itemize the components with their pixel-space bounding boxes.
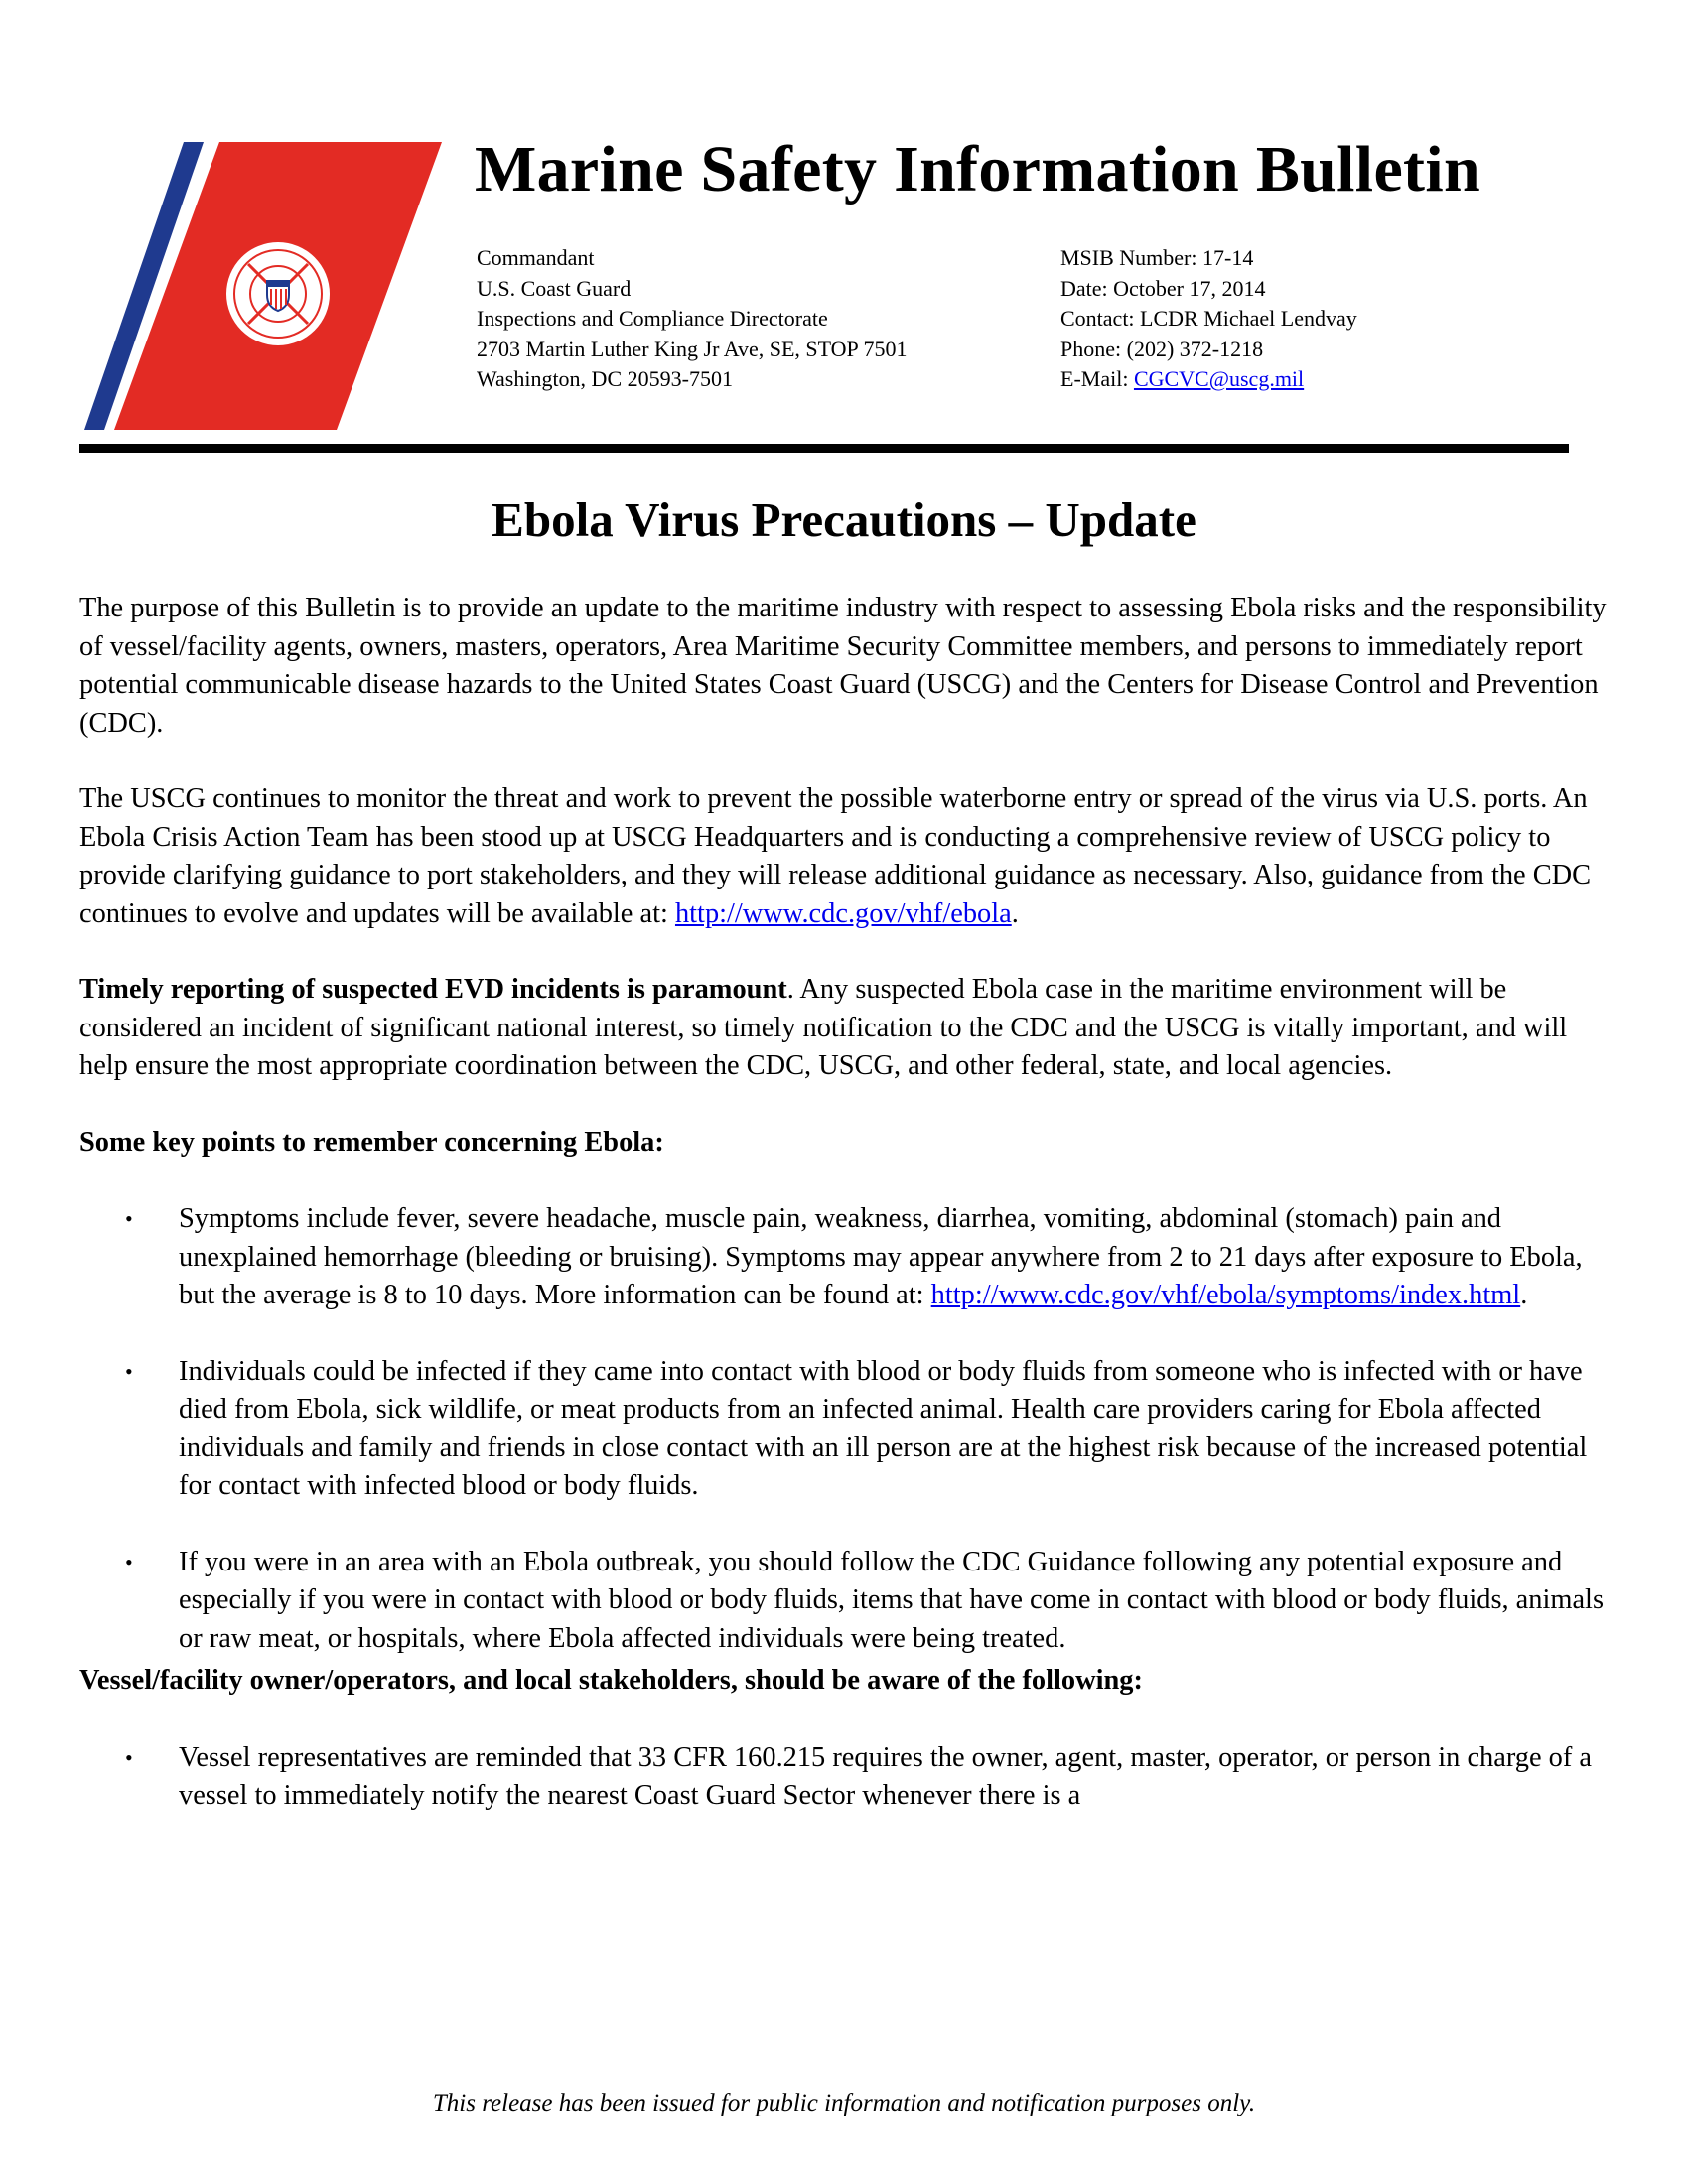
issuer-line: Washington, DC 20593-7501 bbox=[477, 366, 733, 391]
bulletin-title: Marine Safety Information Bulletin bbox=[475, 133, 1480, 205]
stakeholders-list bbox=[79, 1739, 1614, 1816]
bullet-icon: • bbox=[125, 1358, 133, 1384]
key-points-list bbox=[79, 1200, 1614, 1658]
coast-guard-logo bbox=[84, 142, 442, 430]
bullet-icon: • bbox=[125, 1206, 133, 1231]
stakeholders-heading: Vessel/facility owner/operators, and local stakeholders, should be aware of the following: bbox=[79, 1665, 1143, 1696]
document-title: Ebola Virus Precautions – Update bbox=[492, 492, 1196, 547]
bulletin-info-block bbox=[1060, 243, 1357, 395]
email-link[interactable]: CGCVC@uscg.mil bbox=[1133, 366, 1305, 391]
email-label: E-Mail: bbox=[1060, 366, 1134, 391]
reporting-text: . Any suspected Ebola case in the maritime environment will be considered an incident of significant national interest, so timely notification to the CDC and the USCG is vitally important, and will help ensure the most appropriate coordination between the CDC, USCG, and other federal, state, and local agencies. bbox=[79, 974, 1568, 1081]
issuer-line: Commandant bbox=[477, 245, 595, 270]
contact-email-row bbox=[1060, 364, 1357, 395]
bulletin-date: Date: October 17, 2014 bbox=[1060, 275, 1266, 301]
cdc-symptoms-link[interactable]: http://www.cdc.gov/vhf/ebola/symptoms/index.html bbox=[930, 1280, 1521, 1310]
list-item bbox=[79, 1544, 1614, 1659]
bullet-icon: • bbox=[125, 1549, 133, 1574]
exposure-text: If you were in an area with an Ebola outbreak, you should follow the CDC Guidance following any potential exposure and especially if you were in contact with blood or body fluids, items that have come in contact with blood or body fluids, animals or raw meat, or hospitals, where Ebola affected individuals were being treated. bbox=[179, 1546, 1604, 1654]
bullet-icon: • bbox=[125, 1744, 133, 1770]
symptoms-end: . bbox=[1520, 1280, 1528, 1310]
msib-number: MSIB Number: 17-14 bbox=[1060, 245, 1254, 270]
key-points-heading: Some key points to remember concerning Ebola: bbox=[79, 1126, 664, 1158]
monitoring-end: . bbox=[1011, 897, 1019, 929]
infection-text: Individuals could be infected if they came into contact with blood or body fluids from someone who is infected with or have died from Ebola, sick wildlife, or meat products from an infected animal. Health care providers caring for Ebola affected individuals and family and friends in close contact with an ill person are at the highest risk because of the increased potential for contact with infected blood or body fluids. bbox=[179, 1355, 1588, 1501]
list-item bbox=[79, 1353, 1614, 1506]
list-item bbox=[79, 1739, 1614, 1816]
coast-guard-seal-icon bbox=[226, 242, 330, 345]
notification-text: Vessel representatives are reminded that 33 CFR 160.215 requires the owner, agent, master, operator, or person in charge of a vessel to immediately notify the nearest Coast Guard Sector whenever there is a bbox=[179, 1741, 1593, 1811]
contact-name: Contact: LCDR Michael Lendvay bbox=[1060, 306, 1357, 331]
symptoms-text: Symptoms include fever, severe headache, muscle pain, weakness, diarrhea, vomiting, abdominal (stomach) pain and unexplained hemorrhage (bleeding or bruising). Symptoms may appear anywhere from 2 to 21 days after exposure to Ebola, but the average is 8 to 10 days. More information can be found at: bbox=[179, 1203, 1583, 1310]
list-item bbox=[79, 1200, 1614, 1315]
reporting-paragraph bbox=[79, 971, 1614, 1086]
issuer-line: Inspections and Compliance Directorate bbox=[477, 306, 828, 331]
monitoring-paragraph bbox=[79, 780, 1614, 933]
document-body bbox=[79, 590, 1614, 1853]
monitoring-text: The USCG continues to monitor the threat and work to prevent the possible waterborne entry or spread of the virus via U.S. ports. An Ebola Crisis Action Team has been stood up at USCG Headquarters and is conducting a comprehensive review of USCG policy to provide clarifying guidance to port stakeholders, and they will release additional guidance as necessary. Also, guidance from the CDC continues to evolve and updates will be available at: bbox=[79, 783, 1592, 929]
header-divider bbox=[79, 444, 1569, 453]
issuer-line: U.S. Coast Guard bbox=[477, 275, 632, 301]
purpose-paragraph: The purpose of this Bulletin is to provide an update to the maritime industry with respect to assessing Ebola risks and the responsibility of vessel/facility agents, owners, masters, operators, Area Maritime Security Committee members, and persons to immediately report potential communicable disease hazards to the United States Coast Guard (USCG) and the Centers for Disease Control and Prevention (CDC). bbox=[79, 593, 1607, 739]
reporting-emphasis: Timely reporting of suspected EVD incidents is paramount bbox=[79, 974, 787, 1005]
release-footer: This release has been issued for public information and notification purposes only. bbox=[432, 2090, 1256, 2116]
issuer-line: 2703 Martin Luther King Jr Ave, SE, STOP 7501 bbox=[477, 336, 908, 361]
cdc-ebola-link[interactable]: http://www.cdc.gov/vhf/ebola bbox=[674, 897, 1012, 929]
contact-phone: Phone: (202) 372-1218 bbox=[1060, 336, 1264, 361]
issuer-address-block bbox=[477, 243, 907, 395]
